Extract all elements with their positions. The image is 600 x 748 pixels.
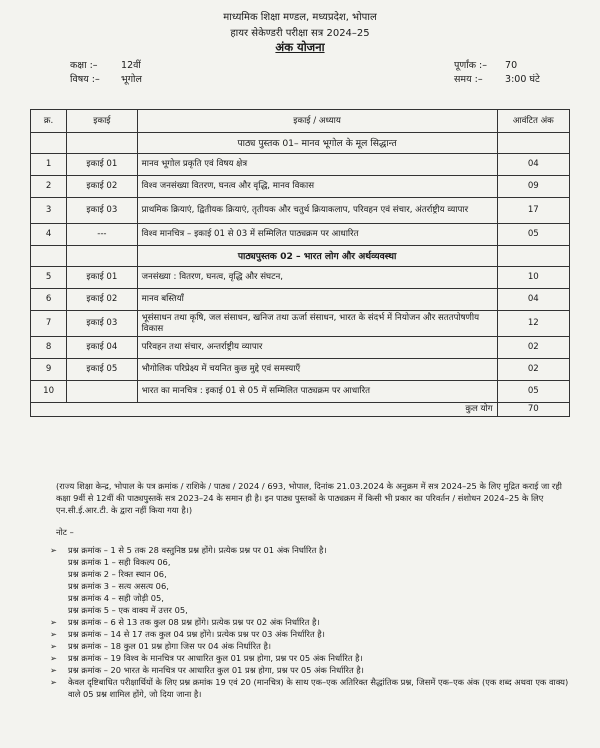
row-unit [67, 381, 137, 403]
row-marks: 05 [497, 224, 569, 246]
table-row [31, 381, 570, 403]
note-text: प्रश्न क्रमांक 2 – रिक्त स्थान 06, [68, 569, 167, 579]
list-item [46, 592, 580, 604]
time-label: समय :– [454, 74, 483, 85]
row-topic: विश्व मानचित्र – इकाई 01 से 03 में सम्मिलित पाठ्यक्रम पर आधारित [137, 224, 497, 246]
row-marks: 05 [497, 381, 569, 403]
table-row [31, 176, 570, 198]
class-label: कक्षा :– [70, 60, 98, 71]
row-unit: इकाई 03 [67, 311, 137, 337]
note-text: प्रश्न क्रमांक 5 – एक वाक्य में उत्तर 05, [68, 605, 188, 615]
subject-label: विषय :– [70, 74, 100, 85]
row-marks: 17 [497, 198, 569, 224]
note-text: प्रश्न क्रमांक 1 – सही विकल्प 06, [68, 557, 171, 567]
section-row-book1 [31, 133, 570, 154]
list-item [46, 604, 580, 616]
board-name: माध्यमिक शिक्षा मण्डल, मध्यप्रदेश, भोपाल [223, 12, 377, 23]
col-header-unit: इकाई [67, 110, 137, 133]
row-sn: 4 [31, 224, 67, 246]
table-row [31, 267, 570, 289]
list-item [46, 664, 580, 676]
row-unit: इकाई 05 [67, 359, 137, 381]
arrow-bullet-icon: ➢ [50, 617, 57, 627]
row-sn: 7 [31, 311, 67, 337]
table-header-row [31, 110, 570, 133]
section-title-book1: पाठ्य पुस्तक 01– मानव भूगोल के मूल सिद्धान्त [137, 133, 497, 154]
section-title-book2: पाठ्यपुस्तक 02 – भारत लोग और अर्थव्यवस्था [137, 246, 497, 267]
subject-info [70, 72, 142, 85]
list-item [46, 676, 580, 700]
row-sn: 9 [31, 359, 67, 381]
list-item [46, 556, 580, 568]
table-row [31, 154, 570, 176]
row-marks: 09 [497, 176, 569, 198]
note-text: प्रश्न क्रमांक 4 – सही जोड़ी 05, [68, 593, 164, 603]
note-text: प्रश्न क्रमांक – 19 विश्व के मानचित्र पर आधारित कुल 01 प्रश्न होगा, प्रश्न पर 05 अंक निर्धारित है। [68, 653, 363, 663]
note-text: प्रश्न क्रमांक – 1 से 5 तक 28 वस्तुनिष्ठ प्रश्न होंगे। प्रत्येक प्रश्न पर 01 अंक निर्धारित है। [68, 545, 327, 555]
row-sn: 6 [31, 289, 67, 311]
arrow-bullet-icon: ➢ [50, 677, 57, 687]
class-value: 12वीं [121, 60, 141, 71]
list-item [46, 640, 580, 652]
row-unit: इकाई 04 [67, 337, 137, 359]
table-row [31, 224, 570, 246]
row-topic: मानव भूगोल प्रकृति एवं विषय क्षेत्र [137, 154, 497, 176]
list-item [46, 652, 580, 664]
full-marks-label: पूर्णांक :– [454, 60, 487, 71]
list-item [46, 628, 580, 640]
time-info [454, 72, 540, 85]
total-value: 70 [497, 403, 569, 417]
total-row [31, 403, 570, 417]
note-text: केवल दृष्टिबाधित परीक्षार्थियों के लिए प्रश्न क्रमांक 19 एवं 20 (मानचित्र) के साथ एक–एक अतिरिक्त सैद्धांतिक प्रश्न, जिसमें एक–एक अंक (एक शब्द अथवा एक वाक्य) वाले 05 प्रश्न शामिल होंगे, जो दिया जाना है। [68, 677, 569, 699]
list-item [46, 616, 580, 628]
table-row [31, 337, 570, 359]
note-text: प्रश्न क्रमांक 3 – सत्य असत्य 06, [68, 581, 169, 591]
row-sn: 5 [31, 267, 67, 289]
row-marks: 02 [497, 359, 569, 381]
row-unit: इकाई 02 [67, 176, 137, 198]
row-marks: 10 [497, 267, 569, 289]
circular-note: (राज्य शिक्षा केन्द्र, भोपाल के पत्र क्रमांक / राशिके / पाठ्य / 2024 / 693, भोपाल, दिनांक 21.03.2024 के अनुक्रम में सत्र 2024–25 के लिए मुद्रित कराई जा रही कक्षा 9वीं से 12वीं की पाठ्यपुस्तकें सत्र 2023–24 के समान ही है। इन पाठ्य पुस्तकों के पाठ्यक्रम में किसी भी प्रकार का परिवर्तन / संशोधन 2024–25 के लिए एन.सी.ई.आर.टी. के द्वारा नहीं किया गया है।) [56, 481, 562, 515]
arrow-bullet-icon: ➢ [50, 545, 57, 555]
col-header-topic: इकाई / अध्याय [137, 110, 497, 133]
row-marks: 12 [497, 311, 569, 337]
list-item [46, 544, 580, 556]
exam-session: हायर सेकेण्डरी परीक्षा सत्र 2024–25 [230, 28, 370, 39]
row-unit: इकाई 01 [67, 267, 137, 289]
row-topic: भौगोलिक परिप्रेक्ष्य में चयनित कुछ मुद्दे एवं समस्याएँ [137, 359, 497, 381]
question-notes-list [46, 544, 580, 700]
class-info [70, 58, 141, 71]
arrow-bullet-icon: ➢ [50, 641, 57, 651]
subject-value: भूगोल [121, 74, 142, 85]
list-item [46, 580, 580, 592]
table-row [31, 311, 570, 337]
arrow-bullet-icon: ➢ [50, 653, 57, 663]
row-marks: 04 [497, 289, 569, 311]
row-topic: प्राथमिक क्रियाएं, द्वितीयक क्रियाएं, तृतीयक और चतुर्थ क्रियाकलाप, परिवहन एवं संचार, अंतर्राष्ट्रीय व्यापार [137, 198, 497, 224]
row-sn: 10 [31, 381, 67, 403]
row-topic: विश्व जनसंख्या वितरण, घनत्व और वृद्धि, मानव विकास [137, 176, 497, 198]
list-item [46, 568, 580, 580]
total-label: कुल योग [31, 403, 498, 417]
marks-table [30, 109, 570, 417]
note-text: प्रश्न क्रमांक – 18 कुल 01 प्रश्न होगा जिस पर 04 अंक निर्धारित है। [68, 641, 272, 651]
col-header-marks: आवंटित अंक [497, 110, 569, 133]
table-row [31, 289, 570, 311]
row-topic: मानव बस्तियाँ [137, 289, 497, 311]
row-sn: 1 [31, 154, 67, 176]
section-row-book2 [31, 246, 570, 267]
time-value: 3:00 घंटे [505, 74, 540, 85]
row-marks: 02 [497, 337, 569, 359]
page-title: अंक योजना [275, 40, 325, 54]
row-marks: 04 [497, 154, 569, 176]
row-unit: इकाई 01 [67, 154, 137, 176]
note-text: प्रश्न क्रमांक – 20 भारत के मानचित्र पर आधारित कुल 01 प्रश्न होगा, प्रश्न पर 05 अंक निर्धारित है। [68, 665, 364, 675]
note-text: प्रश्न क्रमांक – 14 से 17 तक कुल 04 प्रश्न होंगे। प्रत्येक प्रश्न पर 03 अंक निर्धारित है। [68, 629, 325, 639]
table-row [31, 198, 570, 224]
row-topic: भूसंसाधन तथा कृषि, जल संसाधन, खनिज तथा ऊर्जा संसाधन, भारत के संदर्भ में नियोजन और सततपोषणीय विकास [137, 311, 497, 337]
arrow-bullet-icon: ➢ [50, 665, 57, 675]
row-topic: जनसंख्या : वितरण, घनत्व, वृद्धि और संघटन, [137, 267, 497, 289]
row-topic: परिवहन तथा संचार, अन्तर्राष्ट्रीय व्यापार [137, 337, 497, 359]
row-unit: --- [67, 224, 137, 246]
row-unit: इकाई 03 [67, 198, 137, 224]
row-topic: भारत का मानचित्र : इकाई 01 से 05 में सम्मिलित पाठ्यक्रम पर आधारित [137, 381, 497, 403]
col-header-sn: क्र. [31, 110, 67, 133]
row-unit: इकाई 02 [67, 289, 137, 311]
table-row [31, 359, 570, 381]
arrow-bullet-icon: ➢ [50, 629, 57, 639]
full-marks-value: 70 [505, 60, 518, 71]
note-text: प्रश्न क्रमांक – 6 से 13 तक कुल 08 प्रश्न होंगे। प्रत्येक प्रश्न पर 02 अंक निर्धारित है। [68, 617, 320, 627]
row-sn: 2 [31, 176, 67, 198]
note-label: नोट – [56, 527, 74, 537]
row-sn: 8 [31, 337, 67, 359]
row-sn: 3 [31, 198, 67, 224]
full-marks-info [454, 58, 517, 71]
